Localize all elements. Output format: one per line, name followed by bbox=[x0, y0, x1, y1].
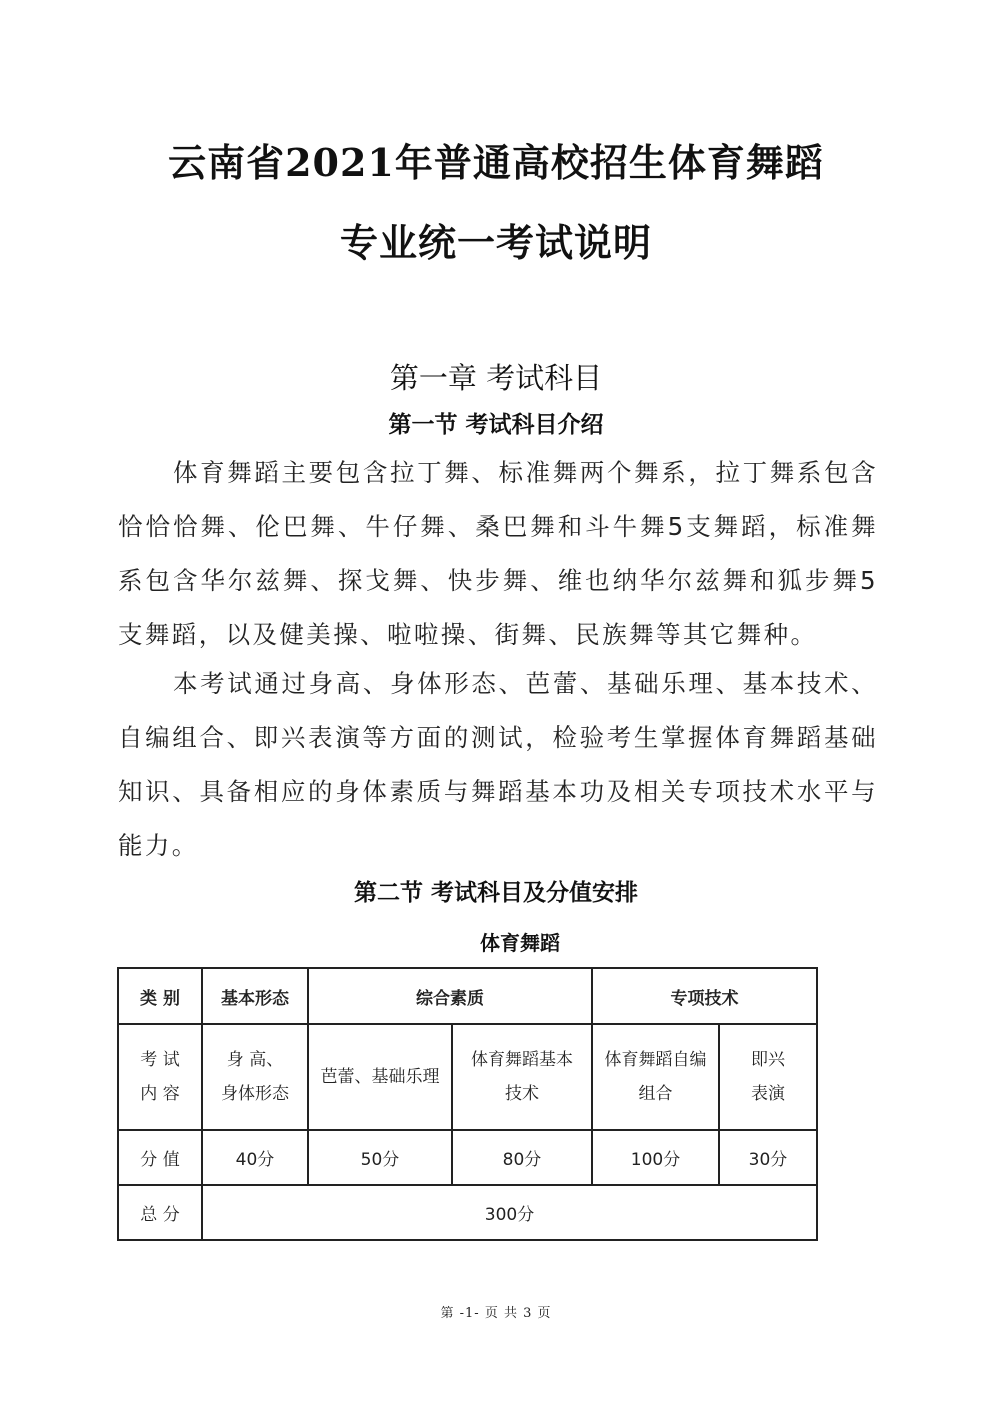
section-heading-2: 第二节 考试科目及分值安排 bbox=[353, 880, 638, 906]
content-choreography-line-2: 组合 bbox=[638, 1084, 673, 1104]
page-footer: 第 -1- 页 共 3 页 bbox=[440, 1306, 552, 1321]
content-basic-technique-line-2: 技术 bbox=[505, 1084, 539, 1104]
score-value-cell: 50分 bbox=[308, 1130, 452, 1185]
content-improvisation-cell bbox=[719, 1024, 817, 1130]
table-header-row bbox=[118, 968, 817, 1024]
table-caption: 体育舞蹈 bbox=[480, 931, 560, 955]
paragraph-dance-types: 体育舞蹈主要包含拉丁舞、标准舞两个舞系，拉丁舞系包含恰恰恰舞、伦巴舞、牛仔舞、桑巴舞和斗牛舞5支舞蹈，标准舞系包含华尔兹舞、探戈舞、快步舞、维也纳华尔兹舞和狐步舞5支舞蹈，以及健美操、啦啦操、街舞、民族舞等其它舞种。 bbox=[118, 458, 878, 649]
document-title-line-1: 云南省2021年普通高校招生体育舞蹈 bbox=[168, 140, 824, 185]
score-label-cell: 分 值 bbox=[118, 1130, 202, 1185]
chapter-heading: 第一章 考试科目 bbox=[389, 361, 603, 395]
score-value-cell: 100分 bbox=[592, 1130, 719, 1185]
total-label-cell: 总 分 bbox=[118, 1185, 202, 1240]
content-label-line-2: 内 容 bbox=[140, 1084, 180, 1104]
table-total-row bbox=[118, 1185, 817, 1240]
exam-score-table bbox=[117, 967, 818, 1241]
score-value-cell: 30分 bbox=[719, 1130, 817, 1185]
content-label-cell bbox=[118, 1024, 202, 1130]
header-comprehensive-cell: 综合素质 bbox=[308, 968, 592, 1024]
header-special-skill-cell: 专项技术 bbox=[592, 968, 817, 1024]
content-height-form-line-2: 身体形态 bbox=[221, 1084, 289, 1104]
content-basic-technique-cell bbox=[452, 1024, 592, 1130]
content-height-form-line-1: 身 高、 bbox=[226, 1050, 284, 1070]
score-value-cell: 80分 bbox=[452, 1130, 592, 1185]
content-improvisation-line-1: 即兴 bbox=[751, 1050, 785, 1070]
content-height-form-cell bbox=[202, 1024, 308, 1130]
paragraph-exam-purpose: 本考试通过身高、身体形态、芭蕾、基础乐理、基本技术、自编组合、即兴表演等方面的测试，检验考生掌握体育舞蹈基础知识、具备相应的身体素质与舞蹈基本功及相关专项技术水平与能力。 bbox=[118, 669, 878, 860]
section-heading-1: 第一节 考试科目介绍 bbox=[388, 412, 604, 438]
content-basic-technique-line-1: 体育舞蹈基本 bbox=[471, 1050, 573, 1070]
content-choreography-cell bbox=[592, 1024, 719, 1130]
content-improvisation-line-2: 表演 bbox=[751, 1084, 785, 1104]
document-title-line-2: 专业统一考试说明 bbox=[339, 220, 652, 265]
content-ballet-theory-cell: 芭蕾、基础乐理 bbox=[308, 1024, 452, 1130]
score-value-cell: 40分 bbox=[202, 1130, 308, 1185]
content-label-line-1: 考 试 bbox=[140, 1050, 180, 1070]
content-choreography-line-1: 体育舞蹈自编 bbox=[604, 1050, 707, 1070]
header-category-cell: 类 别 bbox=[118, 968, 202, 1024]
table-content-row bbox=[118, 1024, 817, 1130]
table-score-row bbox=[118, 1130, 817, 1185]
header-basic-form-cell: 基本形态 bbox=[202, 968, 308, 1024]
total-value-cell: 300分 bbox=[202, 1185, 817, 1240]
